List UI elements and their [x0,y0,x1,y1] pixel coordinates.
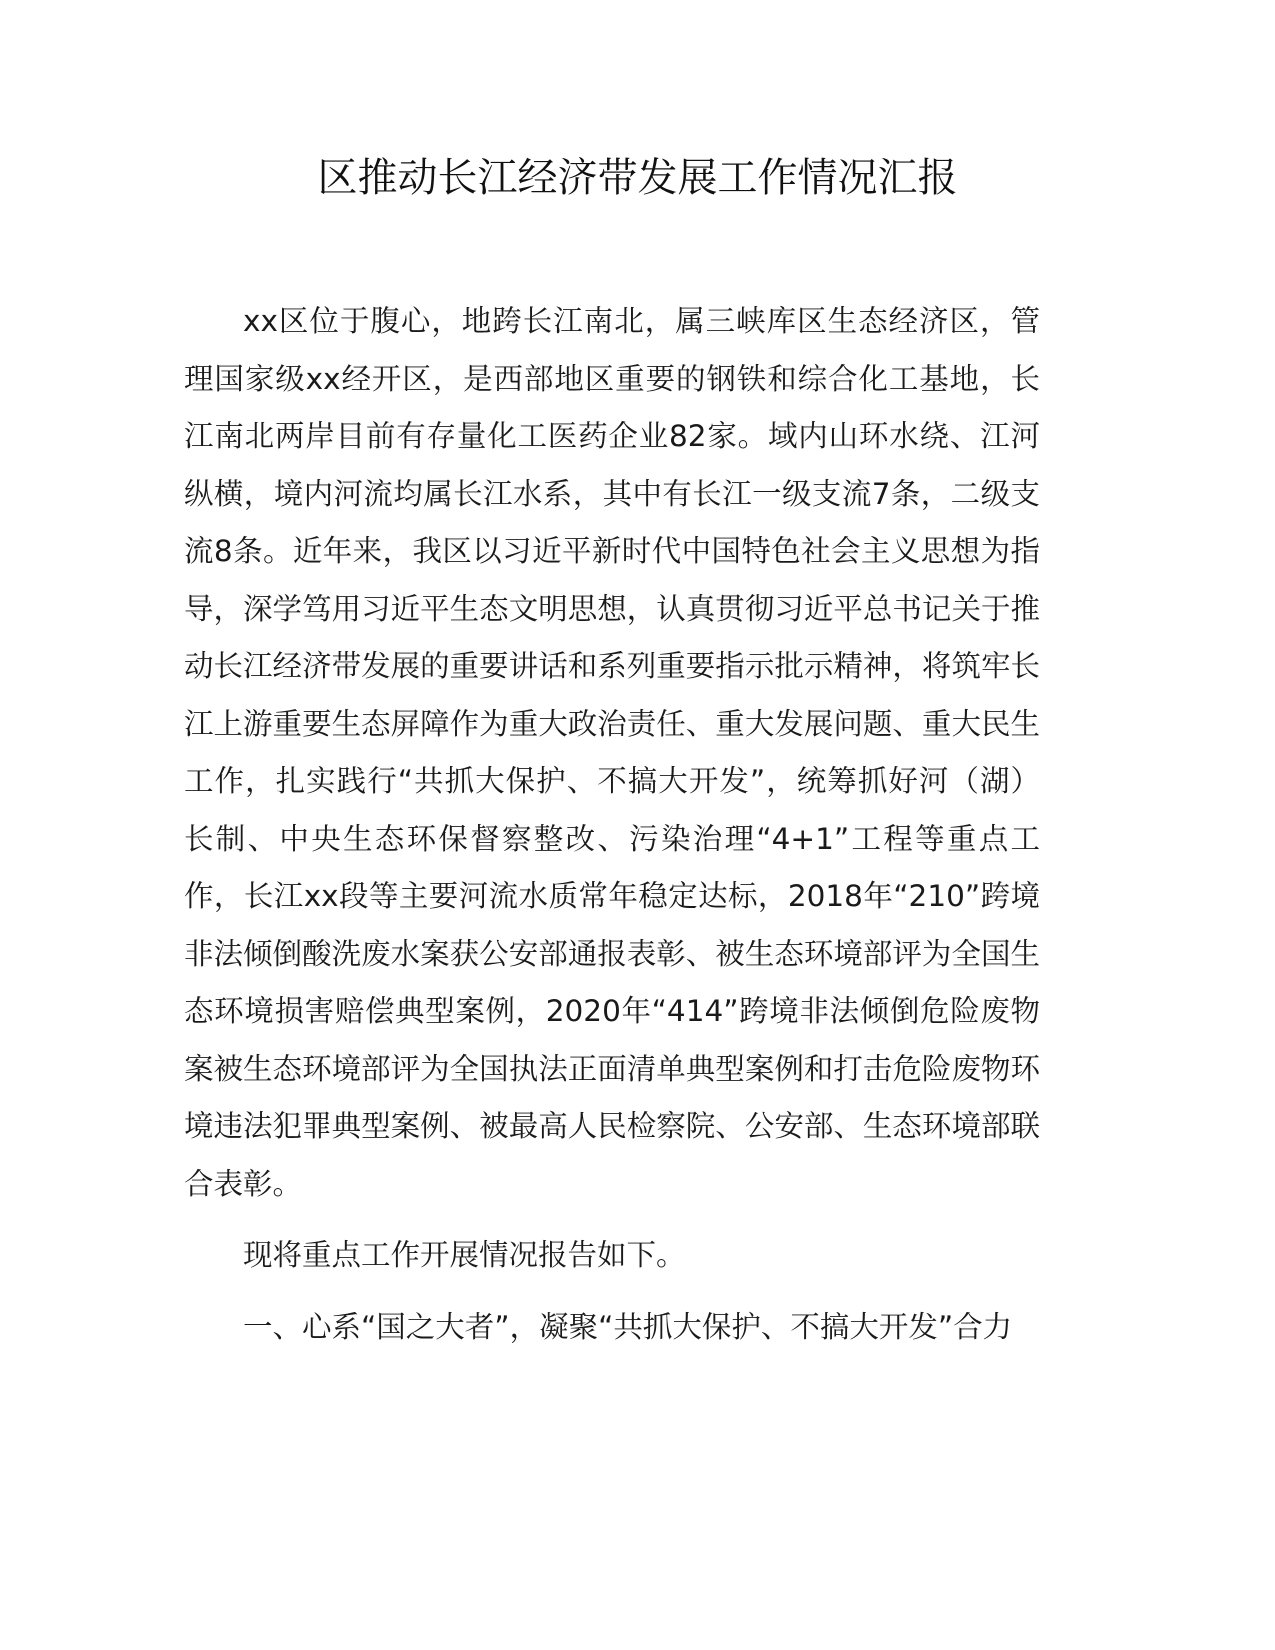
report-lead-paragraph: 现将重点工作开展情况报告如下。 [243,1238,686,1272]
section-heading-1: 一、心系“国之大者”，凝聚“共抓大保护、不搞大开发”合力 [243,1309,1013,1344]
document-body [184,293,1040,1370]
intro-paragraph: xx区位于腹心，地跨长江南北，属三峡库区生态经济区，管理国家级xx经开区，是西部地区重要的钢铁和综合化工基地，长江南北两岸目前有存量化工医药企业82家。域内山环水绕、江河纵横，境内河流均属长江水系，其中有长江一级支流7条，二级支流8条。近年来，我区以习近平新时代中国特色社会主义思想为指导，深学笃用习近平生态文明思想，认真贯彻习近平总书记关于推动长江经济带发展的重要讲话和系列重要指示批示精神，将筑牢长江上游重要生态屏障作为重大政治责任、重大发展问题、重大民生工作，扎实践行“共抓大保护、不搞大开发”，统筹抓好河（湖）长制、中央生态环保督察整改、污染治理“4+1”工程等重点工作，长江xx段等主要河流水质常年稳定达标，2018年“210”跨境非法倾倒酸洗废水案获公安部通报表彰、被生态环境部评为全国生态环境损害赔偿典型案例，2020年“414”跨境非法倾倒危险废物案被生态环境部评为全国执法正面清单典型案例和打击危险废物环境违法犯罪典型案例、被最高人民检察院、公安部、生态环境部联合表彰。 [184,304,1040,1201]
document-title: 区推动长江经济带发展工作情况汇报 [317,155,958,201]
